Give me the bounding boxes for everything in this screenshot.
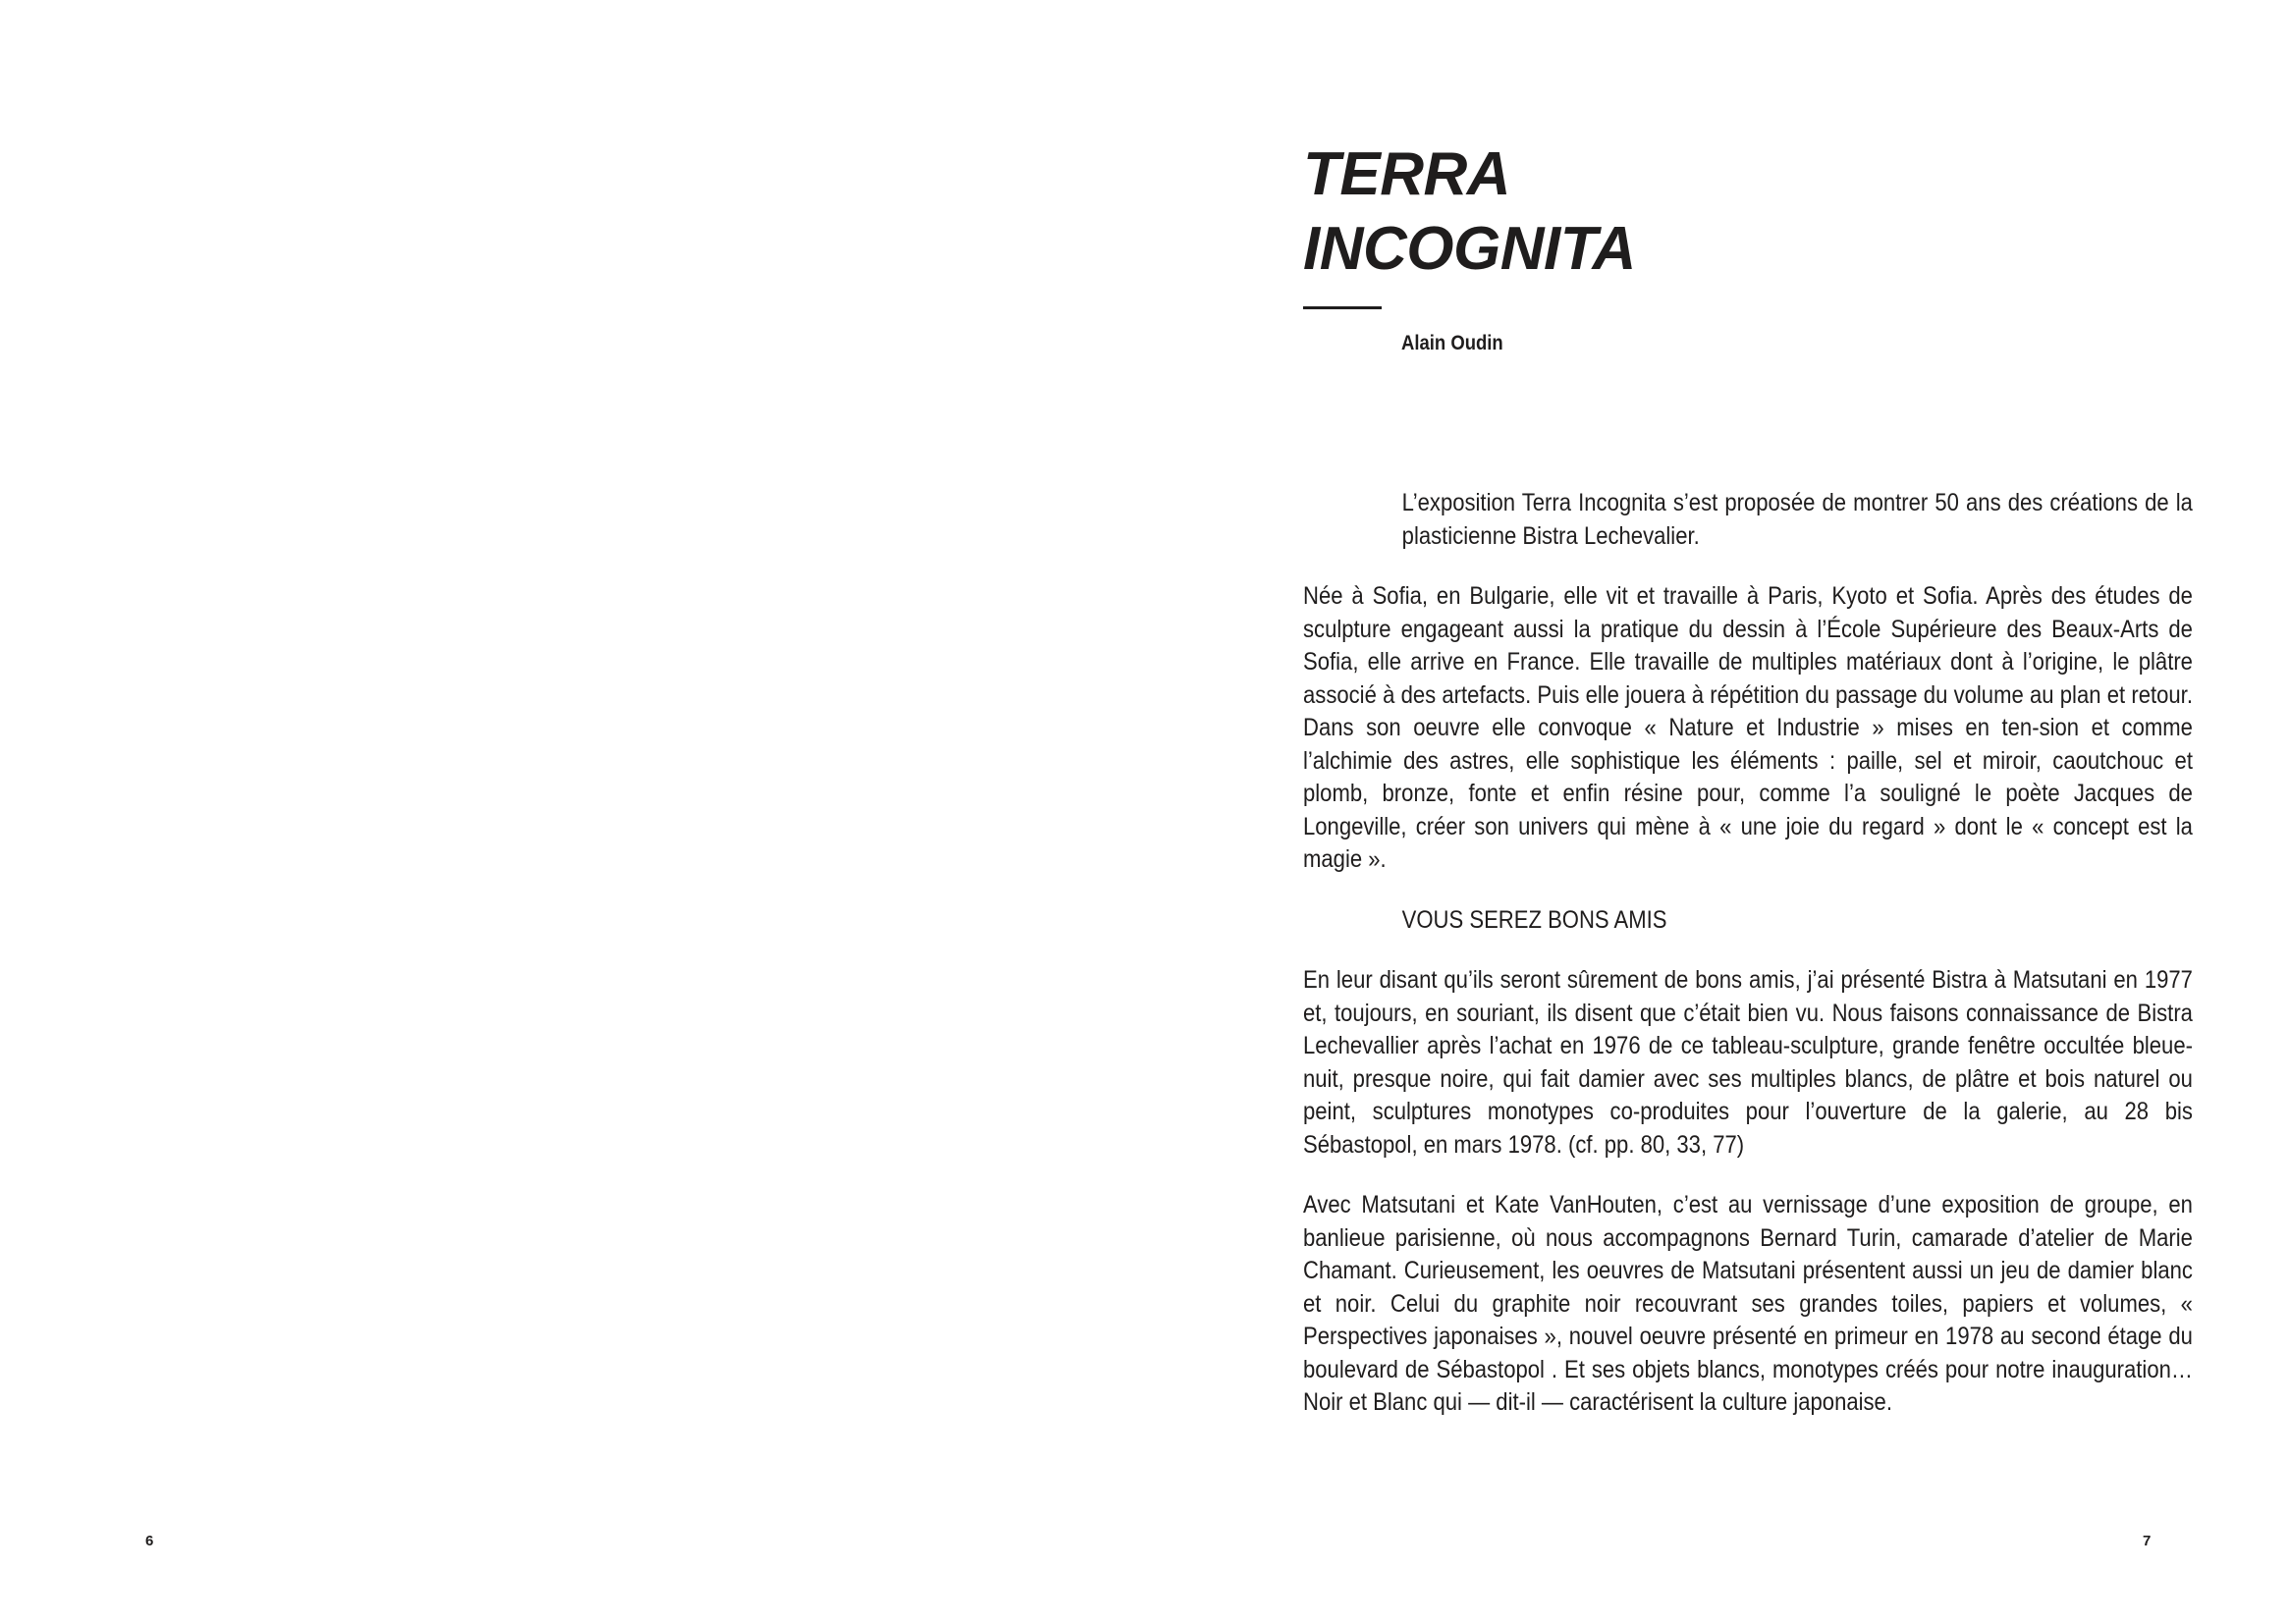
author-name: Alain Oudin bbox=[1401, 332, 1503, 354]
section-subheading: VOUS SEREZ BONS AMIS bbox=[1401, 905, 1667, 934]
left-page bbox=[0, 0, 1144, 1624]
article-title bbox=[1303, 137, 1636, 287]
page-number-left: 6 bbox=[145, 1533, 154, 1549]
title-line-1: TERRA bbox=[1303, 140, 1511, 208]
body-paragraph-3: Avec Matsutani et Kate VanHouten, c’est au vernissage d’une exposition de groupe, en banlieue parisienne, où nous accompagnons Bernard Turin, camarade d’atelier de Marie Chamant. Curieusement, les oeuvres de Matsutani présentent aussi un jeu de damier blanc et noir. Celui du graphite noir recouvrant ses grandes toiles, papiers et volumes, « Perspectives japonaises », nouvel oeuvre présenté en primeur en 1978 au second étage du boulevard de Sébastopol . Et ses objets blancs, monotypes créés pour notre inauguration… Noir et Blanc qui — dit-il — caractérisent la culture japonaise. bbox=[1303, 1191, 2193, 1416]
body-paragraph-2: En leur disant qu’ils seront sûrement de bons amis, j’ai présenté Bistra à Matsutani en 1977 et, toujours, en souriant, ils disent que c’était bien vu. Nous faisons connaissance de Bistra Lechevallier après l’achat en 1976 de ce tableau-sculpture, grande fenêtre occultée bleue-nuit, presque noire, qui fait damier avec ses multiples blancs, de plâtre et bois naturel ou peint, sculptures monotypes co-produites pour l’ouverture de la galerie, au 28 bis Sébastopol, en mars 1978. (cf. pp. 80, 33, 77) bbox=[1303, 966, 2193, 1159]
right-page bbox=[1144, 0, 2289, 1624]
title-divider bbox=[1303, 306, 1382, 309]
title-line-2: INCOGNITA bbox=[1303, 215, 1636, 283]
page-number-right: 7 bbox=[2143, 1533, 2152, 1549]
body-paragraph-1: Née à Sofia, en Bulgarie, elle vit et travaille à Paris, Kyoto et Sofia. Après des études de sculpture engageant aussi la pratique du dessin à l’École Supérieure des Beaux-Arts de Sofia, elle arrive en France. Elle travaille de multiples matériaux dont à l’origine, le plâtre associé à des artefacts. Puis elle jouera à répétition du passage du volume au plan et retour. Dans son oeuvre elle convoque « Nature et Industrie » mises en ten-sion et comme l’alchimie des astres, elle sophistique les éléments : paille, sel et miroir, caoutchouc et plomb, bronze, fonte et enfin résine pour, comme l’a souligné le poète Jacques de Longeville, créer son univers qui mène à « une joie du regard » dont le « concept est la magie ». bbox=[1303, 582, 2193, 873]
article-body bbox=[1303, 487, 2193, 1447]
intro-paragraph: L’exposition Terra Incognita s’est proposée de montrer 50 ans des créations de la plasticienne Bistra Lechevalier. bbox=[1401, 489, 2193, 550]
